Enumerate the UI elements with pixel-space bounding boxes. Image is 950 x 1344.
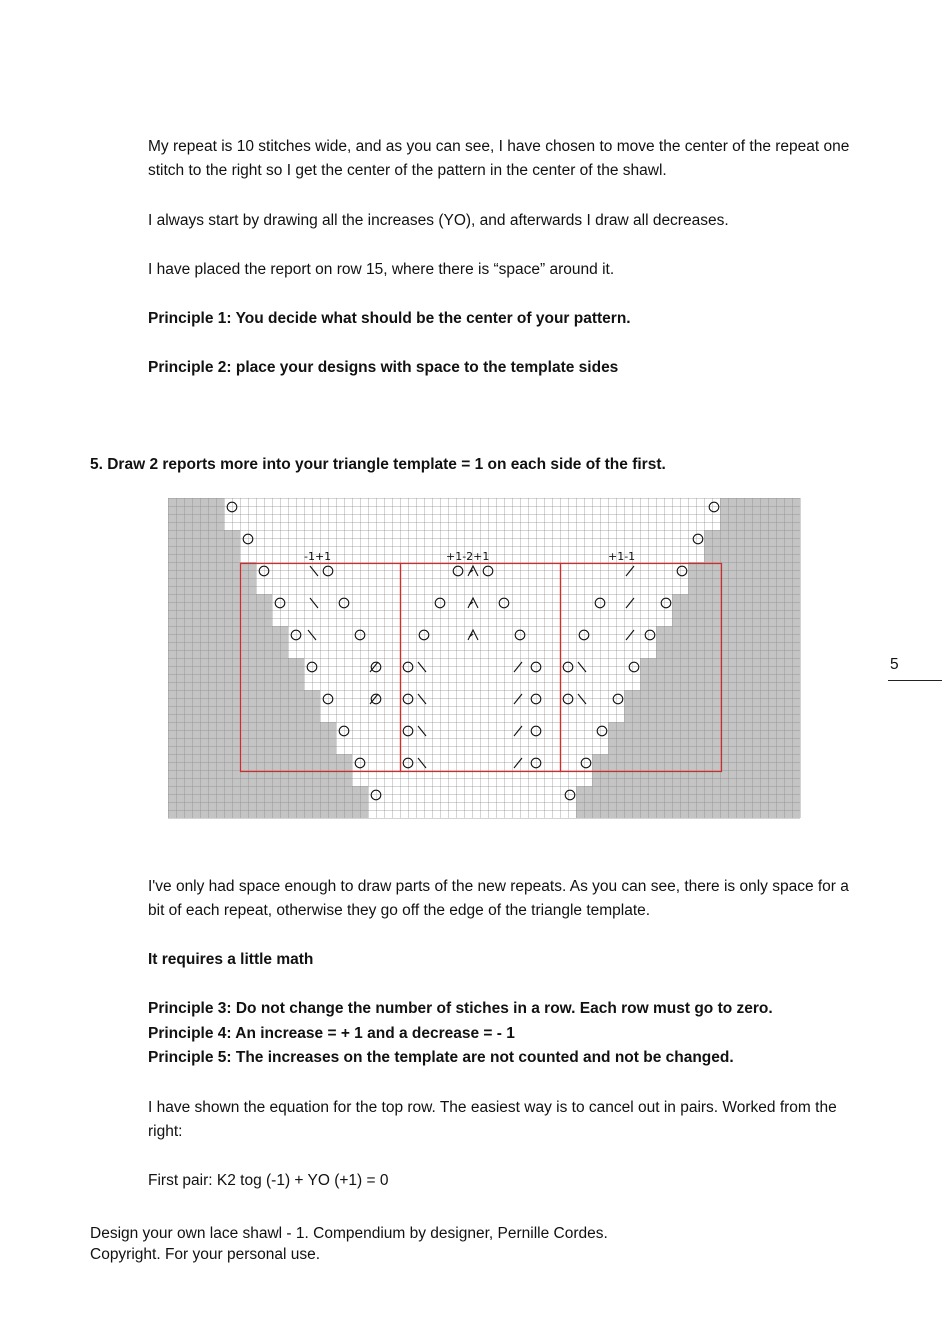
section-5-heading: 5. Draw 2 reports more into your triangle template = 1 on each side of the first.: [90, 456, 666, 473]
first-pair-equation: First pair: K2 tog (-1) + YO (+1) = 0: [148, 1172, 389, 1189]
intro-paragraph-2: I always start by drawing all the increases (YO), and afterwards I draw all decreases.: [148, 212, 729, 229]
lace-chart: [168, 498, 802, 822]
principle-3: Principle 3: Do not change the number of stiches in a row. Each row must go to zero.: [148, 1000, 773, 1017]
template-triangle-band: [352, 754, 592, 786]
intro-paragraph-1: My repeat is 10 stitches wide, and as you can see, I have chosen to move the center of the repeat one stitch to the right so I get the center of the pattern in the center of the shawl.: [148, 138, 850, 179]
principle-4: Principle 4: An increase = + 1 and a decrease = - 1: [148, 1025, 515, 1042]
footer: [90, 1223, 608, 1265]
intro-paragraph-3: I have placed the report on row 15, where there is “space” around it.: [148, 261, 615, 278]
principle-1: Principle 1: You decide what should be the center of your pattern.: [148, 310, 631, 327]
template-triangle-band: [304, 658, 640, 690]
footer-line-1: Design your own lace shawl - 1. Compendium by designer, Pernille Cordes.: [90, 1225, 608, 1242]
template-triangle-band: [368, 786, 576, 818]
page-number: 5: [888, 656, 942, 681]
template-triangle-band: [224, 498, 720, 530]
body-paragraph-1: I've only had space enough to draw parts of the new repeats. As you can see, there is only space for a bit of each repeat, otherwise they go off the edge of the triangle template.: [148, 878, 849, 919]
math-note: It requires a little math: [148, 951, 314, 968]
chart-label-left: -1+1: [304, 550, 332, 563]
chart-label-center: +1-2+1: [446, 550, 490, 563]
chart-label-right: +1-1: [608, 550, 636, 563]
principle-5: Principle 5: The increases on the template are not counted and not be changed.: [148, 1049, 734, 1066]
footer-line-2: Copyright. For your personal use.: [90, 1246, 321, 1263]
principle-2: Principle 2: place your designs with space to the template sides: [148, 359, 619, 376]
body-paragraph-2: I have shown the equation for the top row. The easiest way is to cancel out in pairs. Worked from the right:: [148, 1099, 837, 1140]
template-triangle-band: [336, 722, 608, 754]
